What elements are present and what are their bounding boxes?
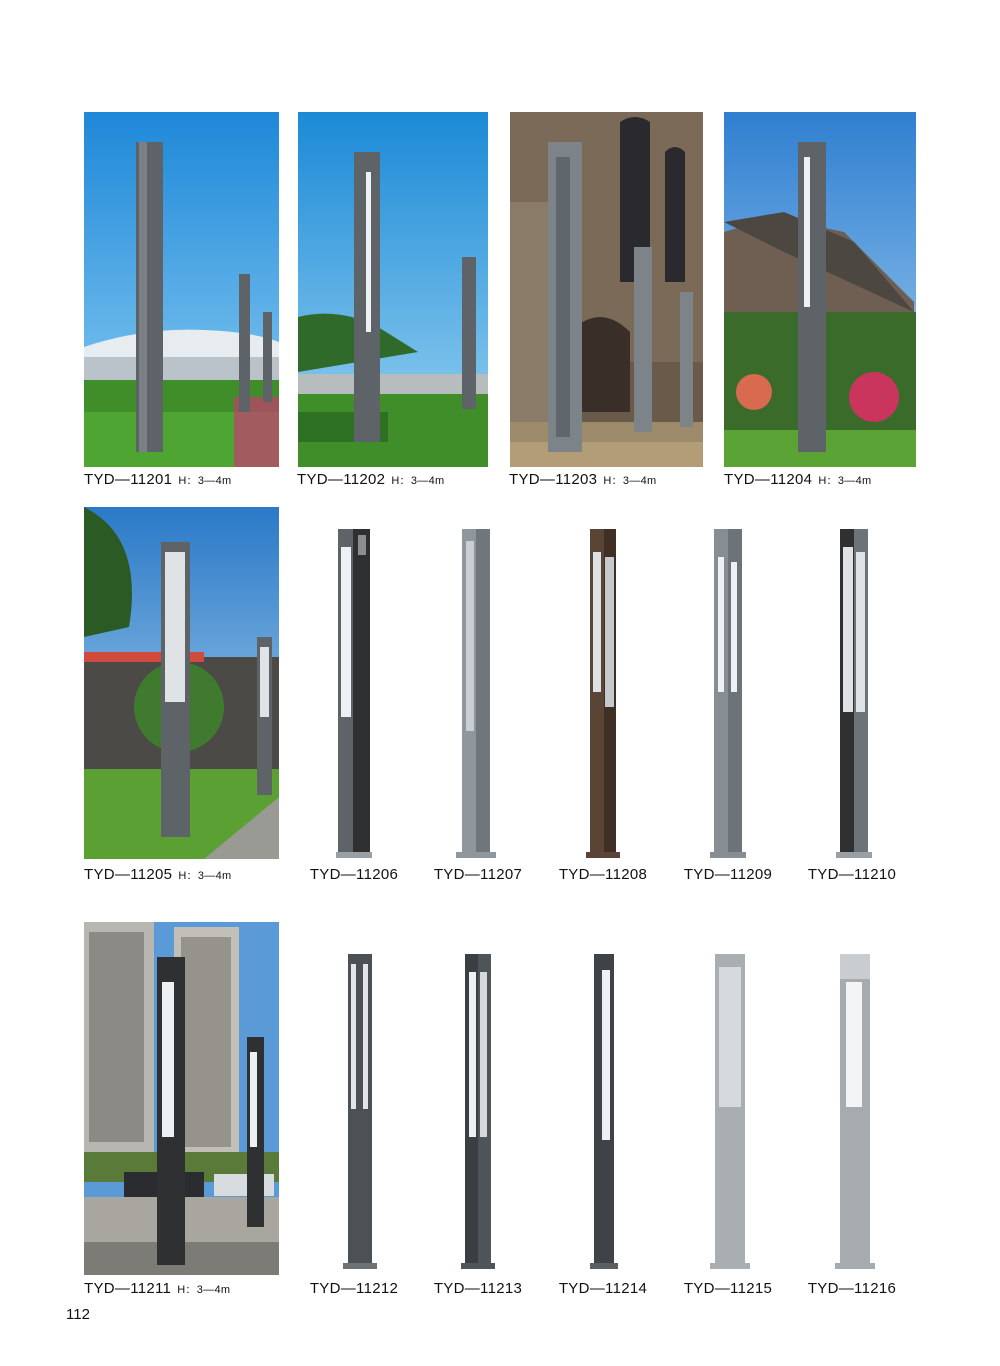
caption-tyd-11206: [294, 866, 414, 883]
caption-tyd-11216: [792, 1280, 912, 1297]
product-code: TYD—11208: [558, 866, 648, 883]
pole-tyd-11206: [336, 527, 372, 858]
pole-tyd-11214: [590, 952, 618, 1269]
photo-tyd-11204: [724, 112, 916, 467]
photo-tyd-11203: [510, 112, 703, 467]
caption-tyd-11209: [668, 866, 788, 883]
page-number: 112: [66, 1306, 90, 1323]
product-code: TYD—11204: [724, 471, 813, 488]
caption-tyd-11212: [294, 1280, 414, 1297]
photo-tyd-11205: [84, 507, 279, 859]
product-code: TYD—11206: [309, 866, 399, 883]
height-spec: H：3—4m: [391, 475, 445, 487]
product-code: TYD—11212: [309, 1280, 399, 1297]
caption-tyd-11208: [543, 866, 663, 883]
product-code: TYD—11202: [297, 471, 386, 488]
product-code: TYD—11214: [558, 1280, 648, 1297]
pole-tyd-11215: [710, 952, 750, 1269]
caption-tyd-11202: [297, 471, 444, 488]
caption-tyd-11213: [418, 1280, 538, 1297]
pole-tyd-11213: [461, 952, 495, 1269]
product-code: TYD—11210: [807, 866, 897, 883]
product-code: TYD—11205: [84, 866, 173, 883]
pole-tyd-11212: [343, 952, 377, 1269]
caption-tyd-11214: [543, 1280, 663, 1297]
height-spec: H：3—4m: [818, 475, 872, 487]
product-code: TYD—11213: [433, 1280, 523, 1297]
pole-tyd-11210: [836, 527, 872, 858]
photo-tyd-11211: [84, 922, 279, 1275]
caption-tyd-11207: [418, 866, 538, 883]
caption-tyd-11205: [84, 866, 231, 883]
product-code: TYD—11215: [683, 1280, 773, 1297]
product-code: TYD—11209: [683, 866, 773, 883]
pole-tyd-11216: [835, 952, 875, 1269]
pole-tyd-11207: [456, 527, 496, 858]
product-code: TYD—11207: [433, 866, 523, 883]
product-code: TYD—11216: [807, 1280, 897, 1297]
pole-tyd-11209: [710, 527, 746, 858]
caption-tyd-11215: [668, 1280, 788, 1297]
photo-tyd-11201: [84, 112, 279, 467]
product-code: TYD—11201: [84, 471, 173, 488]
photo-tyd-11202: [298, 112, 488, 467]
height-spec: H：3—4m: [178, 475, 232, 487]
caption-tyd-11210: [792, 866, 912, 883]
caption-tyd-11204: [724, 471, 871, 488]
height-spec: H：3—4m: [603, 475, 657, 487]
pole-tyd-11208: [586, 527, 620, 858]
height-spec: H：3—4m: [178, 870, 232, 882]
height-spec: H：3—4m: [177, 1284, 231, 1296]
product-code: TYD—11211: [84, 1280, 172, 1297]
caption-tyd-11203: [509, 471, 656, 488]
product-code: TYD—11203: [509, 471, 598, 488]
caption-tyd-11201: [84, 471, 231, 488]
caption-tyd-11211: [84, 1280, 230, 1297]
